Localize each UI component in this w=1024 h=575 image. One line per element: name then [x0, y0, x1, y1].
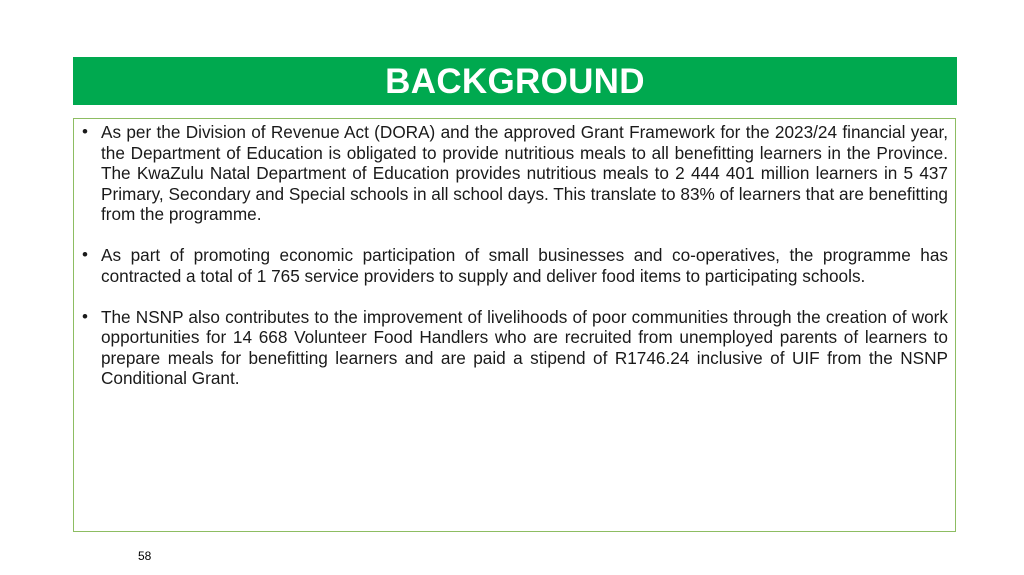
bullet-text: As part of promoting economic participation of small businesses and co-operatives, the programme has contracted a total of 1 765 service providers to supply and deliver food items to participating schools. [101, 245, 948, 286]
content-box [73, 118, 956, 532]
bullet-list [81, 122, 948, 389]
bullet-item [81, 245, 948, 286]
bullet-icon: • [82, 122, 88, 141]
bullet-icon: • [82, 245, 88, 264]
bullet-item [81, 307, 948, 389]
bullet-item [81, 122, 948, 225]
slide-title: BACKGROUND [385, 61, 645, 101]
bullet-text: As per the Division of Revenue Act (DORA) and the approved Grant Framework for the 2023/24 financial year, the Department of Education is obligated to provide nutritious meals to all benefitting learners in the Province. The KwaZulu Natal Department of Education provides nutritious meals to 2 444 401 million learners in 5 437 Primary, Secondary and Special schools in all school days. This translate to 83% of learners that are benefitting from the programme. [101, 122, 948, 224]
bullet-text: The NSNP also contributes to the improvement of livelihoods of poor communities through the creation of work opportunities for 14 668 Volunteer Food Handlers who are recruited from unemployed parents of learners to prepare meals for benefitting learners and are paid a stipend of R1746.24 inclusive of UIF from the NSNP Conditional Grant. [101, 306, 948, 388]
bullet-icon: • [82, 306, 88, 326]
page-number: 58 [138, 549, 152, 563]
title-banner [73, 57, 957, 105]
